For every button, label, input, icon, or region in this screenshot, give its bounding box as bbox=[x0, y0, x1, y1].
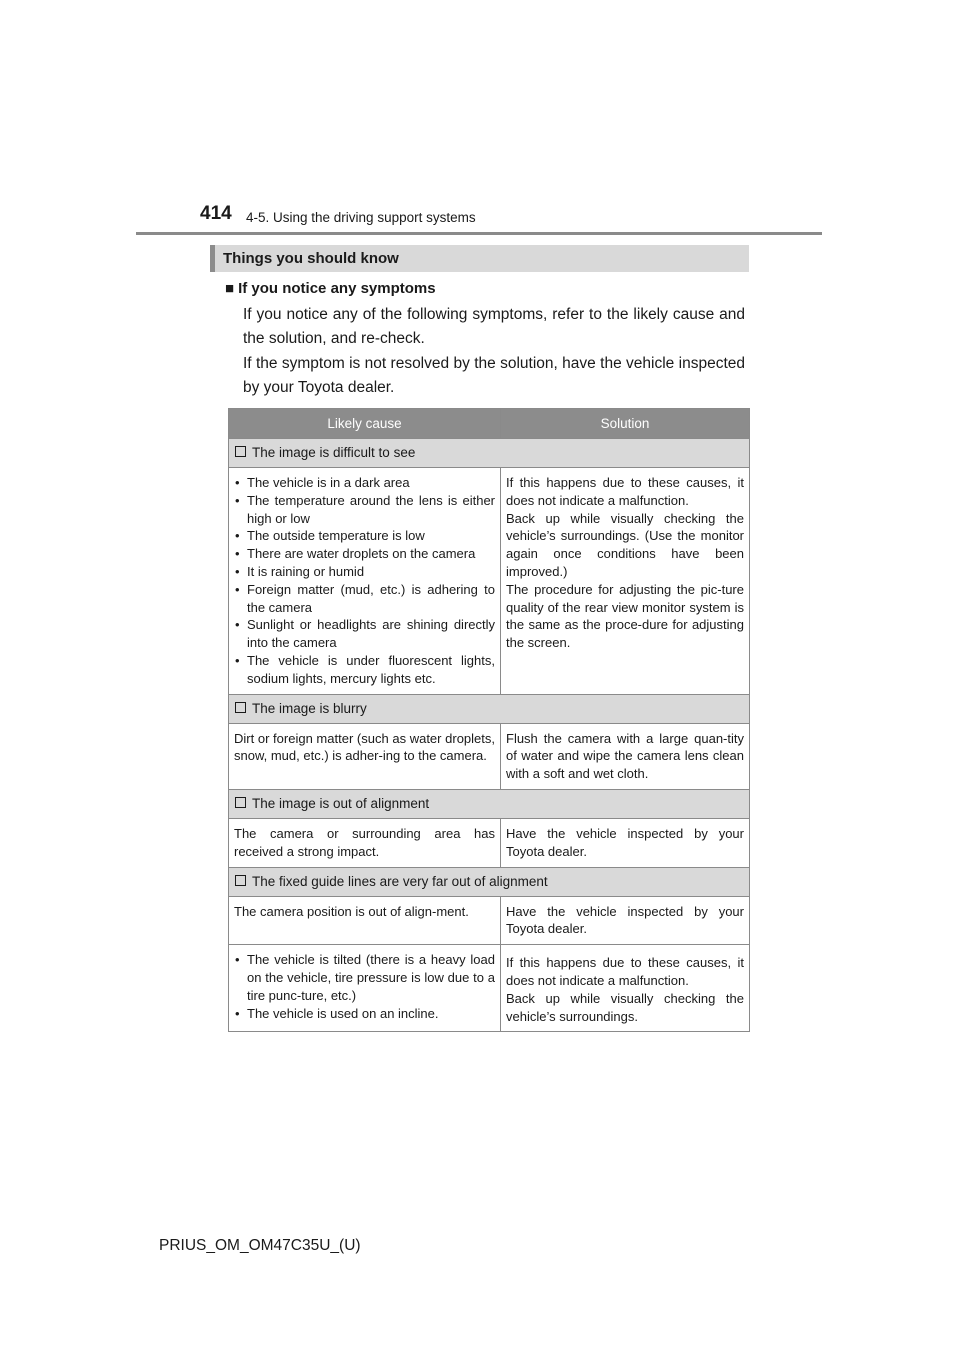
symptoms-heading bbox=[225, 280, 436, 297]
category-label: The image is out of alignment bbox=[252, 796, 430, 812]
solution-cell: If this happens due to these causes, it does not indicate a malfunction. Back up while visually checking the vehicle’s surroundings. (Use the monitor again once conditions have been improved.) The procedure for adjusting the pic-ture quality of the rear view monitor system is the same as the proce-dure for adjusting the screen. bbox=[501, 468, 750, 695]
square-bullet-icon: ■ bbox=[225, 280, 235, 297]
table-row bbox=[229, 818, 750, 867]
category-label: The fixed guide lines are very far out of alignment bbox=[252, 873, 548, 889]
category-cell bbox=[229, 439, 750, 468]
things-you-should-know-banner bbox=[210, 245, 749, 272]
banner-accent-bar bbox=[210, 245, 215, 272]
cause-cell bbox=[229, 468, 501, 695]
document-code: PRIUS_OM_OM47C35U_(U) bbox=[159, 1237, 361, 1254]
column-header-solution: Solution bbox=[501, 409, 750, 439]
category-cell bbox=[229, 694, 750, 723]
cause-item: • Sunlight or headlights are shining directly into the camera bbox=[234, 616, 495, 652]
cause-item: • Foreign matter (mud, etc.) is adhering to the camera bbox=[234, 581, 495, 617]
cause-cell: The camera position is out of align-ment. bbox=[229, 896, 501, 945]
column-header-likely-cause: Likely cause bbox=[229, 409, 501, 439]
symptoms-table bbox=[228, 408, 750, 1032]
header-divider bbox=[136, 232, 822, 235]
checkbox-icon bbox=[235, 702, 246, 713]
cause-item: • The vehicle is under fluorescent lights, sodium lights, mercury lights etc. bbox=[234, 652, 495, 688]
cause-item: • The vehicle is tilted (there is a heavy load on the vehicle, tire pressure is low due to a tire punc-ture, etc.) bbox=[234, 951, 495, 1004]
cause-item: • The vehicle is used on an incline. bbox=[234, 1005, 495, 1023]
page-number: 414 bbox=[200, 203, 232, 224]
intro-paragraph: If you notice any of the following symptoms, refer to the likely cause and the solution, and re-check. bbox=[243, 306, 745, 347]
dealer-paragraph: If the symptom is not resolved by the solution, have the vehicle inspected by your Toyota dealer. bbox=[243, 355, 745, 396]
solution-cell: If this happens due to these causes, it does not indicate a malfunction. Back up while visually checking the vehicle’s surroundings. bbox=[501, 945, 750, 1032]
category-label: The image is blurry bbox=[252, 700, 367, 716]
cause-item: • The temperature around the lens is either high or low bbox=[234, 492, 495, 528]
section-title: 4-5. Using the driving support systems bbox=[246, 210, 476, 225]
table-header-row bbox=[229, 409, 750, 439]
checkbox-icon bbox=[235, 797, 246, 808]
solution-cell: Flush the camera with a large quan-tity of water and wipe the camera lens clean with a soft and wet cloth. bbox=[501, 723, 750, 789]
checkbox-icon bbox=[235, 875, 246, 886]
category-cell bbox=[229, 867, 750, 896]
solution-cell: Have the vehicle inspected by your Toyota dealer. bbox=[501, 896, 750, 945]
cause-list bbox=[234, 951, 495, 1022]
cause-item: • The outside temperature is low bbox=[234, 527, 495, 545]
table-row bbox=[229, 468, 750, 695]
category-row bbox=[229, 694, 750, 723]
cause-item: • The vehicle is in a dark area bbox=[234, 474, 495, 492]
category-row bbox=[229, 789, 750, 818]
cause-item: • It is raining or humid bbox=[234, 563, 495, 581]
category-label: The image is difficult to see bbox=[252, 445, 416, 461]
cause-item: • There are water droplets on the camera bbox=[234, 545, 495, 563]
cause-cell bbox=[229, 945, 501, 1032]
solution-cell: Have the vehicle inspected by your Toyota dealer. bbox=[501, 818, 750, 867]
table-row bbox=[229, 723, 750, 789]
cause-cell: Dirt or foreign matter (such as water droplets, snow, mud, etc.) is adher-ing to the camera. bbox=[229, 723, 501, 789]
category-cell bbox=[229, 789, 750, 818]
banner-title: Things you should know bbox=[223, 250, 399, 267]
table-row bbox=[229, 896, 750, 945]
table-row bbox=[229, 945, 750, 1032]
category-row bbox=[229, 439, 750, 468]
category-row bbox=[229, 867, 750, 896]
symptoms-heading-text: If you notice any symptoms bbox=[238, 280, 436, 297]
checkbox-icon bbox=[235, 446, 246, 457]
cause-cell: The camera or surrounding area has received a strong impact. bbox=[229, 818, 501, 867]
cause-list bbox=[234, 474, 495, 688]
